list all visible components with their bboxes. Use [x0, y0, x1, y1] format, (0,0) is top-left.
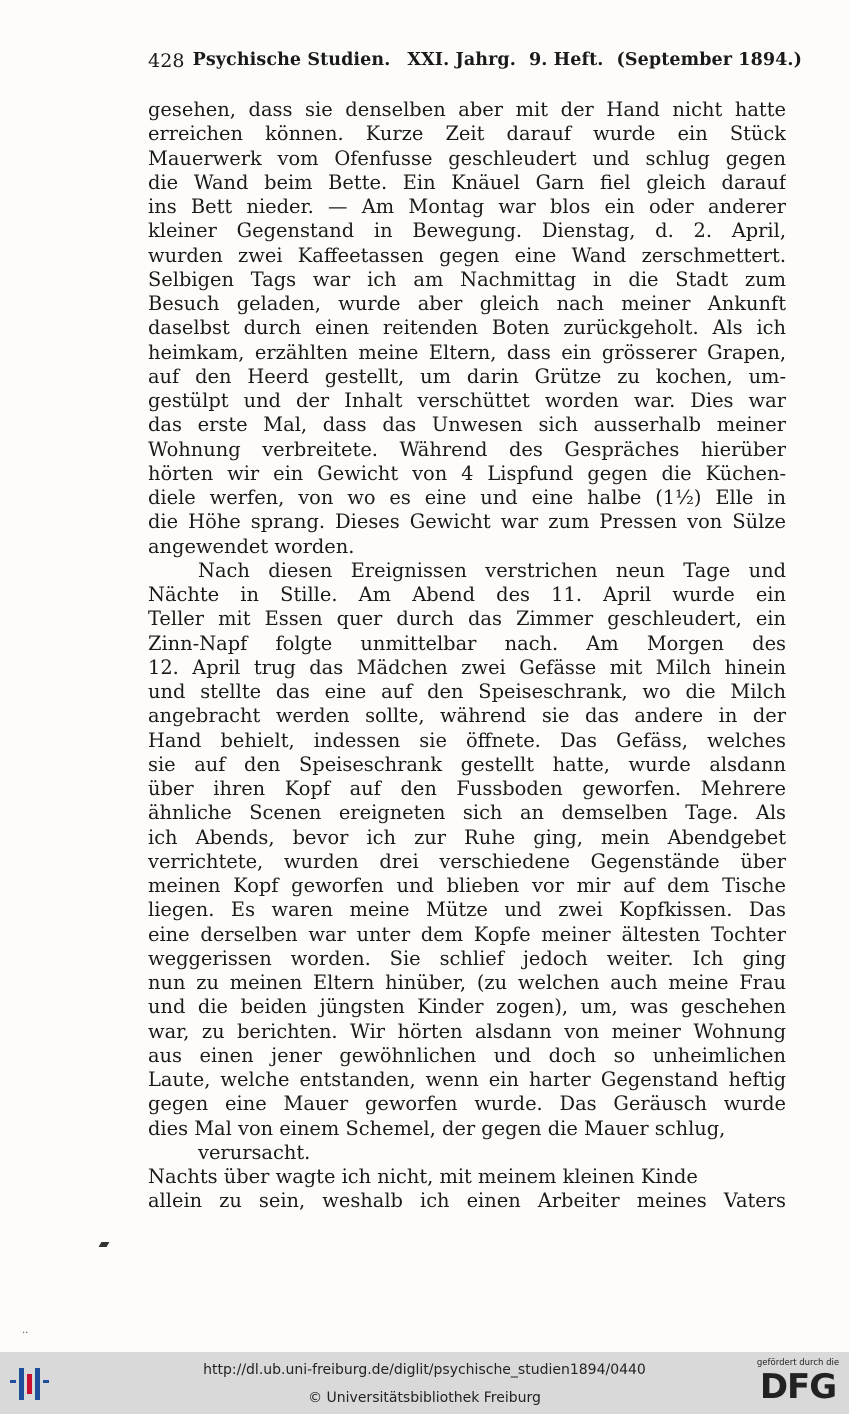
scan-mark — [99, 1242, 110, 1247]
text-line: die Höhe sprang. Dieses Gewicht war zum Pressen von Sülze — [148, 510, 786, 534]
page-number: 428 — [148, 50, 185, 72]
text-line: 12. April trug das Mädchen zwei Gefässe mit Milch hinein — [148, 655, 786, 679]
issue: 9. Heft. — [528, 50, 604, 70]
text-line: verrichtete, wurden drei verschiedene Gegenstände über — [148, 849, 786, 873]
text-line: das erste Mal, dass das Unwesen sich ausserhalb meiner — [148, 413, 786, 437]
body-text — [148, 98, 786, 1214]
text-line: ähnliche Scenen ereigneten sich an demselben Tage. Als — [148, 801, 786, 825]
text-line: Zinn-Napf folgte unmittelbar nach. Am Morgen des — [148, 631, 786, 655]
text-line: allein zu sein, weshalb ich einen Arbeiter meines Vaters — [148, 1189, 786, 1213]
text-line: heimkam, erzählten meine Eltern, dass ein grösserer Grapen, — [148, 340, 786, 364]
text-line: diele werfen, von wo es eine und eine halbe (1½) Elle in — [148, 486, 786, 509]
text-line: sie auf den Speiseschrank gestellt hatte, wurde alsdann — [148, 752, 786, 776]
text-line: daselbst durch einen reitenden Boten zurückgeholt. Als ich — [148, 316, 786, 340]
text-line: auf den Heerd gestellt, um darin Grütze zu kochen, um- — [148, 364, 786, 388]
text-line: die Wand beim Bette. Ein Knäuel Garn fiel gleich darauf — [148, 170, 786, 194]
text-line: angebracht werden sollte, während sie das andere in der — [148, 704, 786, 728]
dfg-wordmark: DFG — [759, 1367, 837, 1407]
text-line: Nachts über wagte ich nicht, mit meinem kleinen Kinde — [148, 1165, 698, 1188]
viewer-footer — [0, 1352, 849, 1414]
text-line: Nach diesen Ereignissen verstrichen neun Tage und — [198, 558, 786, 582]
text-line: Besuch geladen, wurde aber gleich nach meiner Ankunft — [148, 292, 786, 315]
text-line: Mauerwerk vom Ofenfusse geschleudert und schlug gegen — [148, 146, 786, 170]
text-line: Hand behielt, indessen sie öffnete. Das Gefäss, welches — [148, 728, 786, 752]
text-line: und stellte das eine auf den Speiseschrank, wo die Milch — [148, 680, 786, 703]
journal-title: Psychische Studien. — [192, 50, 391, 70]
text-line: Selbigen Tags war ich am Nachmittag in die Stadt zum — [148, 267, 786, 291]
text-line: dies Mal von einem Schemel, der gegen die Mauer schlug, — [148, 1116, 726, 1140]
text-line: eine derselben war unter dem Kopfe meiner ältesten Tochter — [148, 922, 786, 946]
text-line: verursacht. — [198, 1140, 311, 1164]
text-line: wurden zwei Kaffeetassen gegen eine Wand zerschmettert. — [148, 243, 786, 267]
text-line: Nächte in Stille. Am Abend des 11. April wurde ein — [148, 583, 786, 606]
copyright-notice: © Universitätsbibliothek Freiburg — [308, 1390, 541, 1406]
dfg-caption: gefördert durch die — [756, 1358, 840, 1368]
scan-dots: ·· — [22, 1328, 29, 1339]
text-line: liegen. Es waren meine Mütze und zwei Kopfkissen. Das — [148, 898, 786, 922]
text-line: angewendet worden. — [148, 534, 355, 558]
running-header — [148, 50, 802, 72]
text-line: kleiner Gegenstand in Bewegung. Dienstag, d. 2. April, — [148, 219, 786, 243]
text-line: weggerissen worden. Sie schlief jedoch weiter. Ich ging — [148, 946, 786, 970]
text-line: Laute, welche entstanden, wenn ein harter Gegenstand heftig — [148, 1068, 786, 1091]
dfg-logo — [753, 1358, 843, 1410]
text-line: über ihren Kopf auf den Fussboden geworfen. Mehrere — [148, 777, 786, 800]
text-line: gegen eine Mauer geworfen wurde. Das Geräusch wurde — [148, 1092, 786, 1116]
text-line: Wohnung verbreitete. Während des Gespräches hierüber — [148, 437, 786, 461]
text-line: meinen Kopf geworfen und blieben vor mir auf dem Tische — [148, 874, 786, 897]
text-line: und die beiden jüngsten Kinder zogen), um, was geschehen — [148, 995, 786, 1019]
permalink-url[interactable]: http://dl.ub.uni-freiburg.de/diglit/psychische_studien1894/0440 — [203, 1362, 646, 1378]
text-line: hörten wir ein Gewicht von 4 Lispfund gegen die Küchen- — [148, 461, 786, 485]
text-line: aus einen jener gewöhnlichen und doch so unheimlichen — [148, 1043, 786, 1067]
text-line: erreichen können. Kurze Zeit darauf wurde ein Stück — [148, 122, 786, 146]
text-line: nun zu meinen Eltern hinüber, (zu welchen auch meine Frau — [148, 971, 786, 994]
text-line: gesehen, dass sie denselben aber mit der Hand nicht hatte — [148, 98, 786, 121]
issue-date: (September 1894.) — [616, 50, 802, 70]
volume: XXI. Jahrg. — [407, 50, 516, 70]
text-line: ins Bett nieder. — Am Montag war blos ein oder anderer — [148, 195, 786, 218]
text-line: gestülpt und der Inhalt verschüttet worden war. Dies war — [148, 389, 786, 412]
text-line: war, zu berichten. Wir hörten alsdann von meiner Wohnung — [148, 1019, 786, 1043]
text-line: ich Abends, bevor ich zur Ruhe ging, mein Abendgebet — [148, 825, 786, 849]
text-line: Teller mit Essen quer durch das Zimmer geschleudert, ein — [148, 607, 786, 631]
